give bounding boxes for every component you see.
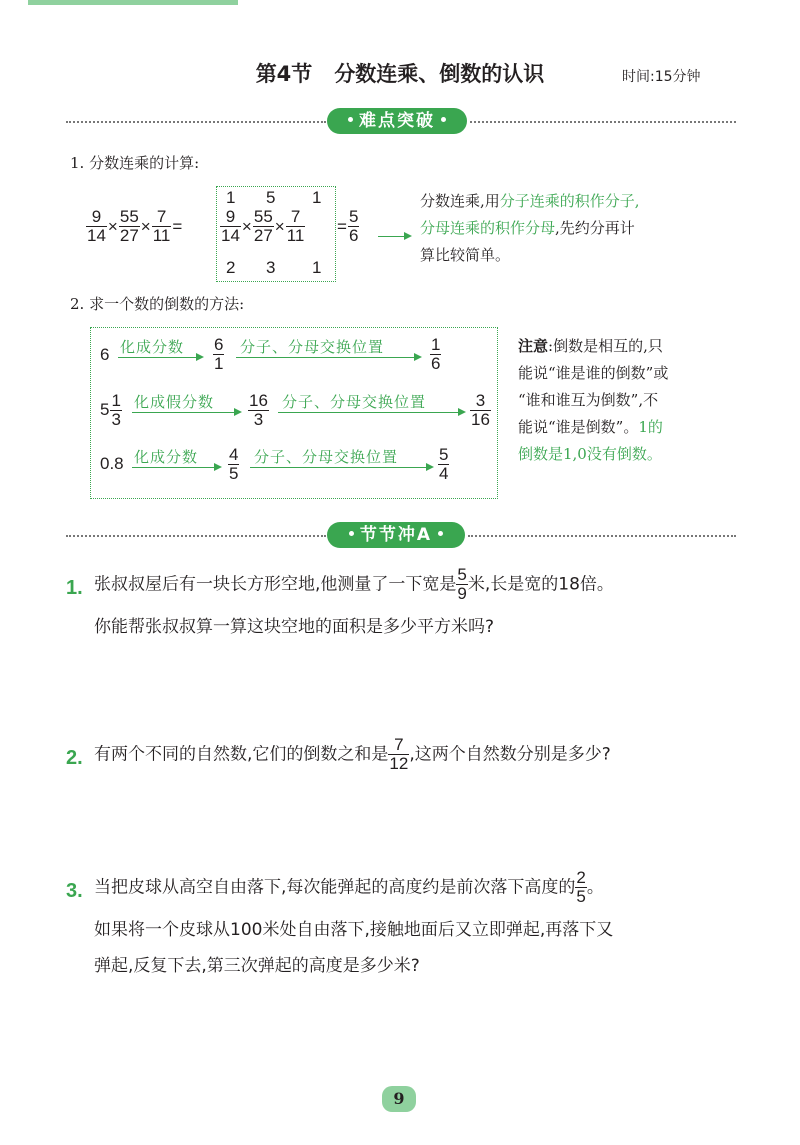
fraction: $\frac{55}{27}$ — [119, 207, 139, 245]
fraction: $\frac{7}{11}$ — [152, 207, 171, 245]
row1-mid: $\frac{6}{1}$ — [214, 335, 224, 373]
row1-start: 6 — [100, 345, 110, 364]
arrow-right-icon — [414, 353, 422, 361]
row1-end: $\frac{1}{6}$ — [431, 335, 441, 373]
arrow-right-icon — [426, 463, 434, 471]
page-number: 9 — [382, 1086, 416, 1112]
row2-label2: 分子、分母交换位置 — [282, 393, 427, 411]
row2-end: $\frac{3}{16}$ — [471, 391, 490, 429]
arrow-line — [378, 236, 406, 237]
result: = $\frac{5}{6}$ — [337, 207, 359, 245]
row3-end: $\frac{5}{4}$ — [439, 445, 449, 483]
divider-right — [470, 121, 736, 123]
multiplication-expression: $\frac{9}{14}$ × $\frac{55}{27}$ × $\frac{7}{11}$ = — [87, 207, 183, 245]
arrow-right-icon — [214, 463, 222, 471]
top-accent-bar — [28, 0, 238, 5]
divider-left — [66, 121, 326, 123]
item2-heading: 2. 求一个数的倒数的方法: — [70, 295, 245, 313]
question-2-text: 有两个不同的自然数,它们的倒数之和是 $\frac{7}{12}$ ,这两个自然数分别是多少? — [94, 735, 611, 773]
divider-left — [66, 535, 326, 537]
row3-mid: $\frac{4}{5}$ — [229, 445, 239, 483]
section-title: 分数连乘、倒数的认识 — [334, 62, 545, 86]
row2-start: 5 $\frac{1}{3}$ — [100, 391, 121, 429]
cancelled-expression: $\frac{9}{14}$ × $\frac{55}{27}$ × $\frac{7}{11}$ — [221, 207, 305, 245]
question-2-number: 2. — [66, 747, 83, 769]
row3-label2: 分子、分母交换位置 — [254, 448, 399, 466]
row2-mid: $\frac{16}{3}$ — [249, 391, 268, 429]
fraction: $\frac{9}{14}$ — [87, 207, 106, 245]
arrow-right-icon — [458, 408, 466, 416]
question-3-number: 3. — [66, 880, 83, 902]
arrow-right-icon — [404, 232, 412, 240]
arrow-right-icon — [196, 353, 204, 361]
reciprocal-note: 注意:倒数是相互的,只 能说“谁是谁的倒数”或 “谁和谁互为倒数”,不 能说“谁是倒数”。1的 倒数是1,0没有倒数。 — [518, 337, 669, 463]
row3-label1: 化成分数 — [134, 448, 199, 466]
section-badge-challenge: 节节冲A — [327, 522, 465, 548]
section-badge-difficulty: 难点突破 — [327, 108, 467, 134]
note-title: 注意 — [518, 338, 549, 355]
item1-heading: 1. 分数连乘的计算: — [70, 154, 200, 172]
row1-label1: 化成分数 — [120, 338, 185, 356]
row2-label1: 化成假分数 — [134, 393, 215, 411]
arrow-right-icon — [234, 408, 242, 416]
item1-note: 分数连乘,用分子连乘的积作分子, 分母连乘的积作分母,先约分再计 算比较简单。 — [420, 192, 640, 264]
question-3-text: 当把皮球从高空自由落下,每次能弹起的高度约是前次落下高度的 $\frac{2}{5}$ 。 如果将一个皮球从100米处自由落下,接触地面后又立即弹起,再落下又 弹起,反复下去,第三次弹起的高度是多少米? — [94, 868, 614, 976]
time-label: 时间:15分钟 — [622, 69, 701, 85]
divider-right — [468, 535, 736, 537]
section-number: 第4节 — [255, 62, 313, 86]
question-1-text: 张叔叔屋后有一块长方形空地,他测量了一下宽是 $\frac{5}{9}$ 米,长是宽的18倍。 你能帮张叔叔算一算这块空地的面积是多少平方米吗? — [94, 565, 614, 637]
row3-start: 0.8 — [100, 454, 124, 473]
question-1-number: 1. — [66, 577, 83, 599]
row1-label2: 分子、分母交换位置 — [240, 338, 385, 356]
